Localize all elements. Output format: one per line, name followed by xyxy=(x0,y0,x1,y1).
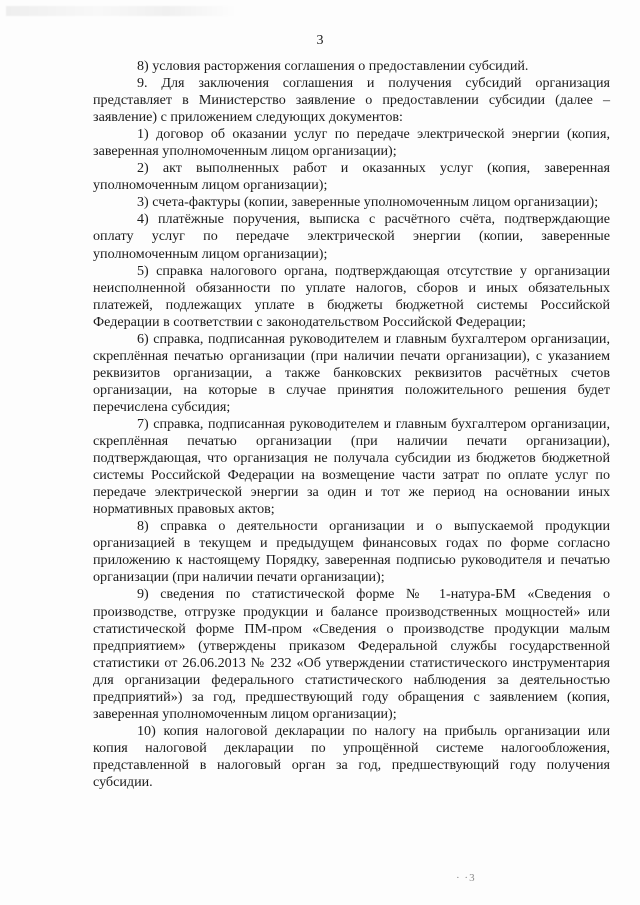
paragraph-doc-6: 6) справка, подписанная руководителем и главным бухгалтером организации, скреплённая печатью организации (при наличии печати организации), с указанием реквизитов организации, а также банковских реквизитов расчётных счетов организации, на которые в случае принятия положительного решения будет перечислена субсидия; xyxy=(93,330,610,415)
paragraph-doc-4: 4) платёжные поручения, выписка с расчётного счёта, подтверждающие оплату услуг по передаче электрической энергии (копии, заверенные уполномоченным лицом организации); xyxy=(93,211,610,262)
paragraph-doc-10: 10) копия налоговой декларации по налогу на прибыль организации или копия налоговой декларации по упрощённой системе налогообложения, представленной в налоговый орган за год, предшествующий году получения субсидии. xyxy=(93,722,610,790)
paragraph-doc-5: 5) справка налогового органа, подтверждающая отсутствие у организации неисполненной обязанности по уплате налогов, сборов и иных обязательных платежей, подлежащих уплате в бюджеты бюджетной системы Российской Федерации в соответствии с законодательством Российской Федерации; xyxy=(93,262,610,330)
paragraph-doc-2: 2) акт выполненных работ и оказанных услуг (копия, заверенная уполномоченным лицом организации); xyxy=(93,160,610,194)
paragraph-item-8-terms: 8) условия расторжения соглашения о предоставлении субсидий. xyxy=(137,58,529,74)
scan-artifact xyxy=(6,6,236,16)
page-number: 3 xyxy=(316,33,324,48)
paragraph-doc-8: 8) справка о деятельности организации и о выпускаемой продукции организацией в текущем и предыдущем финансовых годах по форме согласно приложению к настоящему Порядку, заверенная подписью руководителя и печатью организации (при наличии печати организации); xyxy=(93,518,610,586)
document-body xyxy=(93,58,610,791)
paragraph-doc-7: 7) справка, подписанная руководителем и главным бухгалтером организации, скреплённая печатью организации (при наличии печати организации), подтверждающая, что организация не получала субсидии из бюджетов бюджетной системы Российской Федерации на возмещение части затрат по оплате услуг по передаче электрической энергии за один и тот же период на основании иных нормативных правовых актов; xyxy=(93,415,610,518)
paragraph-clause-9: 9. Для заключения соглашения и получения субсидий организация представляет в Министерство заявление о предоставлении субсидии (далее – заявление) с приложением следующих документов: xyxy=(93,75,610,126)
paragraph-doc-9: 9) сведения по статистической форме № 1-натура-БМ «Сведения о производстве, отгрузке продукции и балансе производственных мощностей» или статистической форме ПМ-пром «Сведения о производстве продукции малым предприятием» (утверждены приказом Федеральной службы государственной статистики от 26.06.2013 № 232 «Об утверждении статистического инструментария для организации федерального статистического наблюдения за деятельностью предприятий») за год, предшествующий году обращения с заявлением (копия, заверенная уполномоченным лицом организации); xyxy=(93,586,610,722)
paragraph-doc-1: 1) договор об оказании услуг по передаче электрической энергии (копия, заверенная уполномоченным лицом организации); xyxy=(93,126,610,160)
paragraph-doc-3: 3) счета-фактуры (копии, заверенные уполномоченным лицом организации); xyxy=(137,194,599,211)
footer-scan-mark: · ·3 xyxy=(456,872,476,884)
